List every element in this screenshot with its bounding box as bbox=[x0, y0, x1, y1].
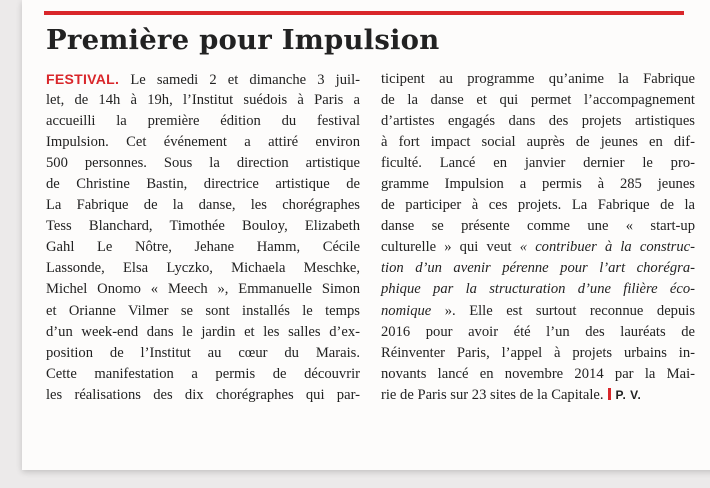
text-line: gramme Impulsion a permis à 285 jeunes bbox=[381, 176, 695, 193]
end-mark-icon bbox=[608, 388, 611, 400]
text-line: rie de Paris sur 23 sites de la Capitale. P. V. bbox=[381, 386, 642, 403]
text-line: nomique ». Elle est surtout reconnue depuis bbox=[381, 302, 695, 319]
text-line: Réinventer Paris, l’appel à projets urbains in- bbox=[381, 344, 695, 361]
text-line: danse se présente comme une « start-up bbox=[381, 218, 695, 235]
section-kicker: FESTIVAL. bbox=[46, 71, 120, 87]
text-line: La Fabrique de la danse, les chorégraphes bbox=[46, 197, 360, 214]
text-line: ticipent au programme qu’anime la Fabrique bbox=[381, 71, 695, 87]
text-line: ficulté. Lancé en janvier dernier le pro- bbox=[381, 155, 695, 172]
text-line: culturelle » qui veut « contribuer à la construc- bbox=[381, 239, 695, 256]
text-line: de la danse et qui permet l’accompagnement bbox=[381, 92, 695, 109]
text-line: 500 personnes. Sous la direction artistique bbox=[46, 155, 360, 172]
text-line: position de l’Institut au cœur du Marais. bbox=[46, 344, 360, 361]
text-line: accueilli la première édition du festival bbox=[46, 113, 360, 130]
byline: P. V. bbox=[615, 387, 642, 402]
text-line: Gahl Le Nôtre, Jehane Hamm, Cécile bbox=[46, 239, 360, 256]
quote-italic: nomique bbox=[381, 302, 432, 319]
text-line: FESTIVAL. Le samedi 2 et dimanche 3 juil- bbox=[46, 71, 360, 88]
article-column-right bbox=[381, 69, 695, 406]
article-column-left bbox=[46, 69, 360, 406]
text-line: Cette manifestation a permis de découvrir bbox=[46, 365, 360, 382]
text-line: à fort impact social auprès de jeunes en dif- bbox=[381, 134, 695, 151]
text-line: novants lancé en novembre 2014 par la Mai- bbox=[381, 365, 695, 382]
text-line: Michel Onomo « Meech », Emmanuelle Simon bbox=[46, 281, 360, 298]
text-line: d’un week-end dans le jardin et les salles d’ex- bbox=[46, 323, 360, 340]
text-line: les réalisations des dix chorégraphes qui par- bbox=[46, 386, 360, 403]
text-line: et Orianne Vilmer se sont installés le temps bbox=[46, 302, 360, 319]
text-line: de participer à ces projets. La Fabrique de la bbox=[381, 197, 695, 214]
text-line: tion d’un avenir pérenne pour l’art chorégra- bbox=[381, 260, 695, 277]
article-title: Première pour Impulsion bbox=[46, 24, 440, 56]
red-header-rule bbox=[44, 11, 684, 15]
text-line: Impulsion. Cet événement a attiré environ bbox=[46, 134, 360, 151]
text-line: 2016 pour avoir été l’un des lauréats de bbox=[381, 323, 695, 340]
text-line: Tess Blanchard, Timothée Bouloy, Elizabeth bbox=[46, 218, 360, 235]
quote-italic: « contribuer à la construc- bbox=[519, 239, 695, 256]
text-line: de Christine Bastin, directrice artistique de bbox=[46, 176, 360, 193]
text-line: let, de 14h à 19h, l’Institut suédois à Paris a bbox=[46, 92, 360, 109]
text-line: d’artistes engagés dans des projets artistiques bbox=[381, 113, 695, 130]
text-line: phique par la structuration d’une filière éco- bbox=[381, 281, 695, 298]
text-line: Lassonde, Elsa Lyczko, Michaela Meschke, bbox=[46, 260, 360, 277]
